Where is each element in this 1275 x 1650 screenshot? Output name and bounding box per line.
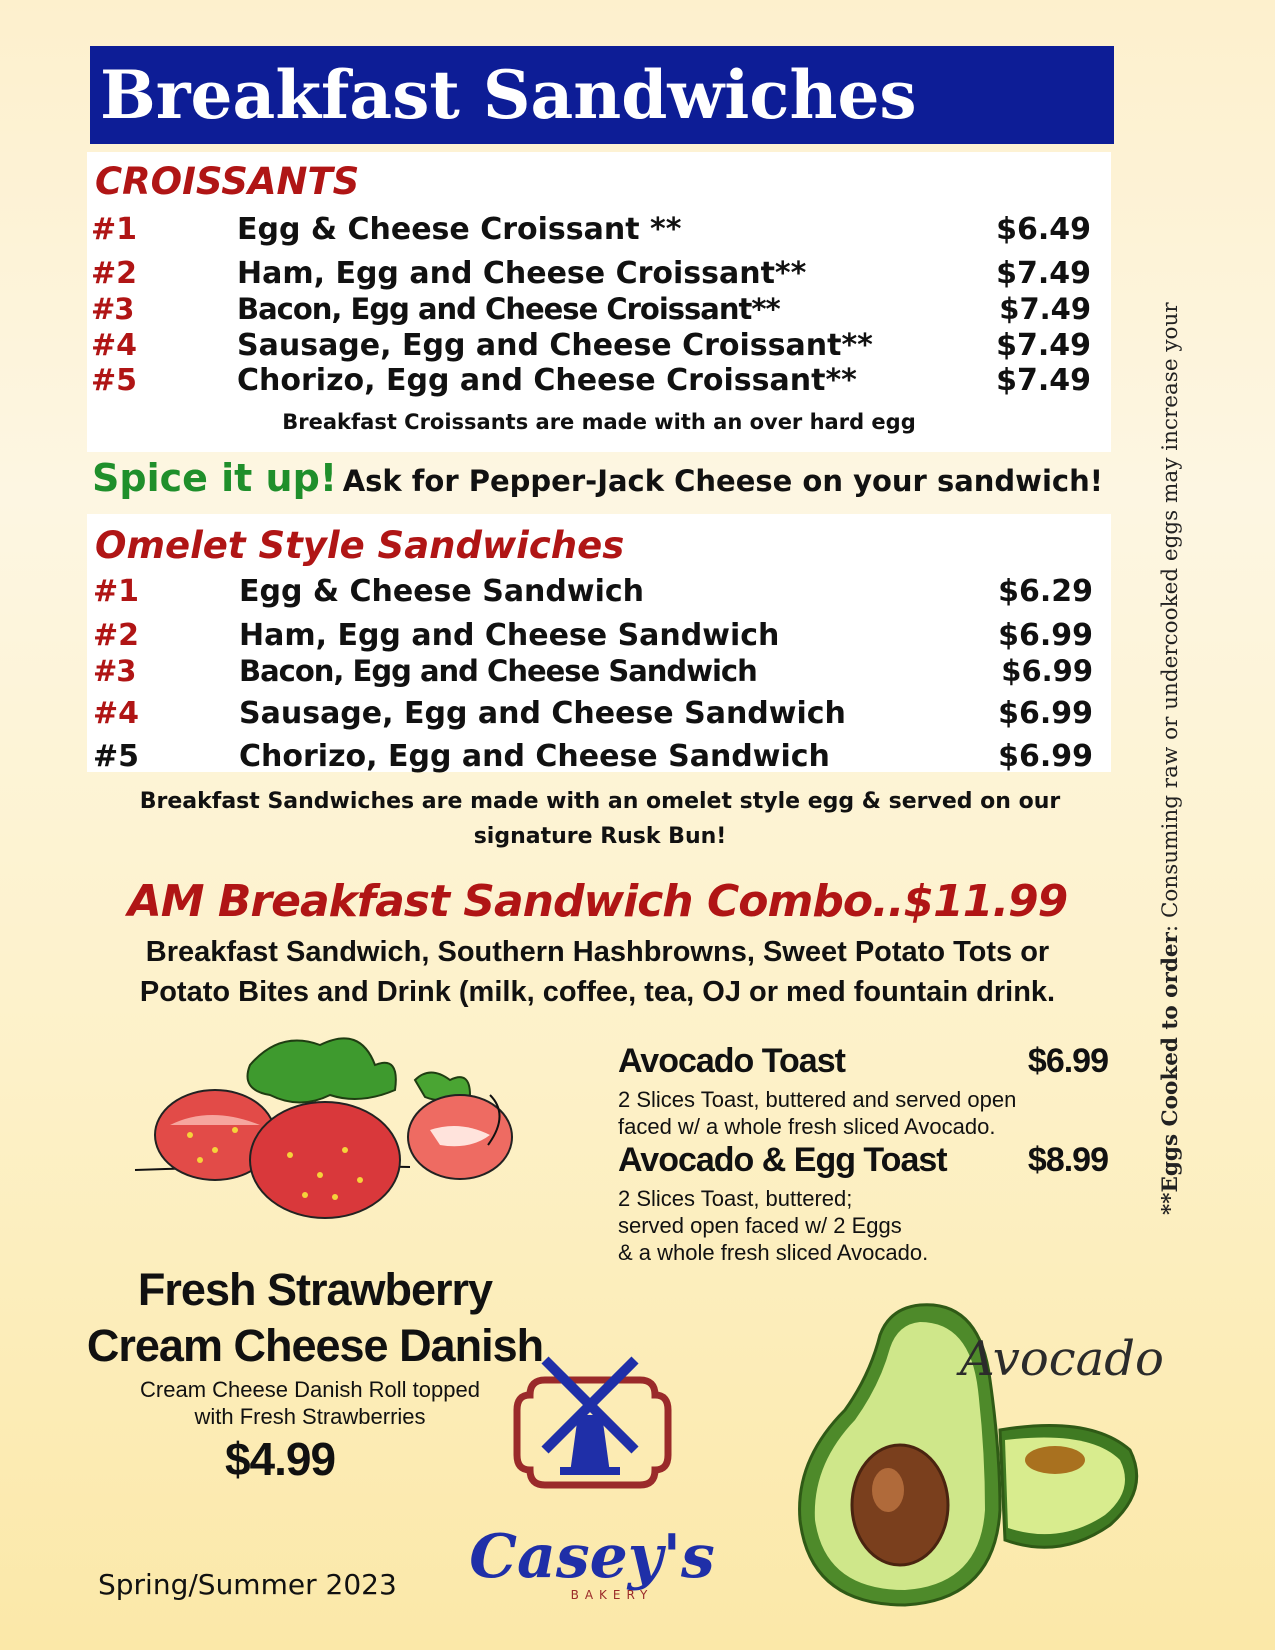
item-name: Ham, Egg and Cheese Croissant** <box>237 256 807 291</box>
item-number: #5 <box>91 363 138 398</box>
combo-description <box>80 932 1115 1012</box>
item-price: $6.99 <box>998 739 1093 774</box>
avocado-art-label: Avocado <box>960 1331 1164 1387</box>
strawberry-illustration <box>130 1025 525 1235</box>
omelet-row <box>93 739 1093 775</box>
item-name: Sausage, Egg and Cheese Sandwich <box>239 696 846 731</box>
logo-sub: BAKERY <box>570 1588 654 1602</box>
caseys-bakery-logo <box>469 1355 715 1610</box>
combo-line2: Potato Bites and Drink (milk, coffee, tea, OJ or med fountain drink. <box>139 976 1056 1008</box>
croissants-panel <box>87 152 1111 452</box>
danish-title-line2: Cream Cheese Danish <box>86 1320 544 1371</box>
avocado-egg-toast-desc1: 2 Slices Toast, buttered; <box>618 1186 853 1211</box>
avocado-egg-toast-desc3: & a whole fresh sliced Avocado. <box>618 1240 929 1265</box>
avocado-egg-toast-name: Avocado & Egg Toast <box>618 1141 947 1179</box>
disclaimer-bold: **Eggs Cooked to order <box>1158 932 1183 1215</box>
croissant-row <box>91 328 1091 364</box>
item-price: $7.49 <box>996 256 1091 291</box>
season-label: Spring/Summer 2023 <box>98 1568 397 1601</box>
item-number: #1 <box>93 574 140 609</box>
combo-line1: Breakfast Sandwich, Southern Hashbrowns, Sweet Potato Tots or <box>145 936 1050 968</box>
item-number: #2 <box>93 618 140 653</box>
item-name: Ham, Egg and Cheese Sandwich <box>239 618 780 653</box>
item-price: $6.99 <box>998 696 1093 731</box>
danish-price: $4.99 <box>224 1433 336 1485</box>
omelet-row <box>93 574 1093 610</box>
omelet-row <box>93 654 1093 690</box>
omelet-rows <box>87 514 1111 814</box>
item-name: Egg & Cheese Croissant ** <box>237 212 682 247</box>
logo-name: Casey's <box>469 1522 715 1592</box>
danish-desc-line2: with Fresh Strawberries <box>194 1404 426 1429</box>
omelet-row <box>93 696 1093 732</box>
item-price: $6.29 <box>998 574 1093 609</box>
item-name: Chorizo, Egg and Cheese Sandwich <box>239 739 830 774</box>
avocado-toast-name: Avocado Toast <box>618 1042 845 1080</box>
item-price: $7.49 <box>999 292 1091 326</box>
omelet-row <box>93 618 1093 654</box>
item-number: #5 <box>93 739 140 774</box>
item-number: #4 <box>93 696 140 731</box>
item-name: Egg & Cheese Sandwich <box>239 574 645 609</box>
disclaimer-rest: : Consuming raw or undercooked eggs may increase your <box>1158 302 1183 933</box>
item-number: #3 <box>91 292 134 326</box>
item-price: $6.49 <box>996 212 1091 247</box>
item-number: #4 <box>91 328 138 363</box>
avocado-toast-desc1: 2 Slices Toast, buttered and served open <box>618 1087 1017 1112</box>
avocado-toast <box>618 1042 1108 1140</box>
item-name: Sausage, Egg and Cheese Croissant** <box>237 328 873 363</box>
combo-title: AM Breakfast Sandwich Combo..$11.99 <box>127 876 1068 927</box>
danish-desc-line1: Cream Cheese Danish Roll topped <box>140 1377 480 1402</box>
item-name: Chorizo, Egg and Cheese Croissant** <box>237 363 857 398</box>
item-price: $6.99 <box>998 618 1093 653</box>
croissant-row <box>91 256 1091 292</box>
item-name: Bacon, Egg and Cheese Sandwich <box>239 654 757 688</box>
item-price: $6.99 <box>1001 654 1093 688</box>
omelet-note-line1: Breakfast Sandwiches are made with an omelet style egg & served on our <box>139 789 1061 814</box>
croissant-row <box>91 363 1091 399</box>
item-number: #1 <box>91 212 138 247</box>
egg-disclaimer <box>1158 175 1183 1215</box>
croissant-row <box>91 292 1091 328</box>
spice-text: Ask for Pepper-Jack Cheese on your sandwich! <box>342 464 1103 498</box>
item-number: #3 <box>93 654 136 688</box>
avocado-toast-desc2: faced w/ a whole fresh sliced Avocado. <box>618 1114 996 1139</box>
item-price: $7.49 <box>996 328 1091 363</box>
avocado-egg-toast <box>618 1141 1108 1266</box>
croissants-note: Breakfast Croissants are made with an over hard egg <box>282 410 916 434</box>
item-price: $7.49 <box>996 363 1091 398</box>
omelet-heading: Omelet Style Sandwiches <box>95 524 625 567</box>
item-name: Bacon, Egg and Cheese Croissant** <box>237 292 780 326</box>
spice-callout <box>92 456 1103 500</box>
croissants-heading: CROISSANTS <box>95 160 360 203</box>
avocado-toast-price: $6.99 <box>1027 1042 1108 1080</box>
omelet-note <box>120 784 1080 854</box>
omelet-note-line2: signature Rusk Bun! <box>473 824 727 849</box>
page-title: Breakfast Sandwiches <box>90 46 1114 144</box>
avocado-egg-toast-price: $8.99 <box>1027 1141 1108 1179</box>
item-number: #2 <box>91 256 138 291</box>
danish-description <box>95 1376 525 1430</box>
spice-highlight: Spice it up! <box>92 456 338 500</box>
avocado-egg-toast-desc2: served open faced w/ 2 Eggs <box>618 1213 902 1238</box>
avocado-illustration <box>790 1300 1170 1620</box>
danish-title-line1: Fresh Strawberry <box>137 1264 493 1315</box>
croissant-row <box>91 212 1091 248</box>
